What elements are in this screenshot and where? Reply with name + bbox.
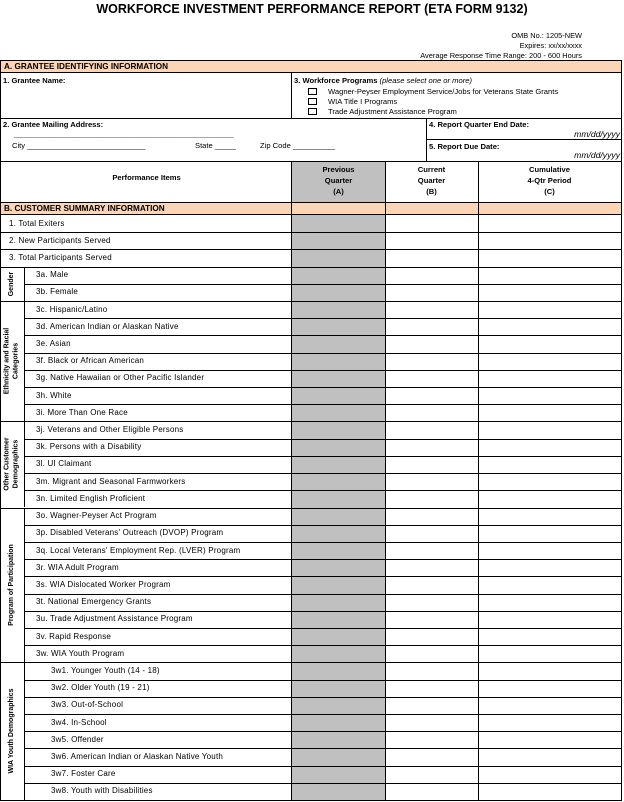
section-b-header: B. CUSTOMER SUMMARY INFORMATION <box>1 202 621 215</box>
cumulative-cell[interactable] <box>479 663 620 678</box>
due-date-field[interactable]: mm/dd/yyyy <box>574 150 620 160</box>
current-quarter-header: Current Quarter (B) <box>417 165 446 196</box>
grantee-name-label: 1. Grantee Name: <box>3 76 66 85</box>
program-checkbox-trade-adjustment[interactable] <box>308 108 317 115</box>
row-label: 3n. Limited English Proficient <box>36 494 146 503</box>
row-label: 3q. Local Veterans' Employment Rep. (LVER) Program <box>36 546 241 555</box>
row-label: 3w4. In-School <box>51 718 107 727</box>
due-date-label: 5. Report Due Date: <box>429 142 500 151</box>
row-label: 3a. Male <box>36 270 69 279</box>
row-label: 3k. Persons with a Disability <box>36 442 142 451</box>
cumulative-cell[interactable] <box>479 422 620 437</box>
current-quarter-cell[interactable] <box>386 285 477 300</box>
program-option-label: Trade Adjustment Assistance Program <box>328 107 457 116</box>
row-label: 3j. Veterans and Other Eligible Persons <box>36 425 184 434</box>
current-quarter-cell[interactable] <box>386 405 477 420</box>
cumulative-cell[interactable] <box>479 526 620 541</box>
current-quarter-cell[interactable] <box>386 388 477 403</box>
previous-quarter-header: Previous Quarter (A) <box>322 165 355 196</box>
row-label: 3l. UI Claimant <box>36 459 92 468</box>
cumulative-cell[interactable] <box>479 681 620 696</box>
row-label: 3w3. Out-of-School <box>51 700 124 709</box>
row-label: 3w2. Older Youth (19 - 21) <box>51 683 150 692</box>
row-label: 3w1. Younger Youth (14 - 18) <box>51 666 160 675</box>
current-quarter-cell[interactable] <box>386 491 477 506</box>
cumulative-cell[interactable] <box>479 629 620 644</box>
cumulative-cell[interactable] <box>479 233 620 248</box>
cumulative-cell[interactable] <box>479 784 620 799</box>
section-a-header: A. GRANTEE IDENTIFYING INFORMATION <box>1 60 621 73</box>
address-line-field[interactable]: ________________________________________________________________ <box>14 129 234 138</box>
cumulative-cell[interactable] <box>479 250 620 265</box>
cumulative-cell[interactable] <box>479 405 620 420</box>
performance-items-header: Performance Items <box>112 173 181 182</box>
cumulative-cell[interactable] <box>479 388 620 403</box>
row-label: 3w7. Foster Care <box>51 769 116 778</box>
cumulative-cell[interactable] <box>479 268 620 283</box>
cumulative-cell[interactable] <box>479 749 620 764</box>
current-quarter-cell[interactable] <box>386 250 477 265</box>
current-quarter-cell[interactable] <box>386 646 477 661</box>
omb-response-time: Average Response Time Range: 200 - 600 Hours <box>420 51 582 60</box>
row-label: 3o. Wagner-Peyser Act Program <box>36 511 157 520</box>
current-quarter-cell[interactable] <box>386 767 477 782</box>
row-label: 3p. Disabled Veterans' Outreach (DVOP) Program <box>36 528 224 537</box>
cumulative-cell[interactable] <box>479 216 620 231</box>
row-label: 2. New Participants Served <box>9 236 111 245</box>
current-quarter-cell[interactable] <box>386 698 477 713</box>
current-quarter-cell[interactable] <box>386 336 477 351</box>
row-label: 3h. White <box>36 391 72 400</box>
current-quarter-cell[interactable] <box>386 440 477 455</box>
row-label: 3g. Native Hawaiian or Other Pacific Islander <box>36 373 205 382</box>
current-quarter-cell[interactable] <box>386 474 477 489</box>
current-quarter-cell[interactable] <box>386 681 477 696</box>
group-label: Ethnicity and Racial Categories <box>3 327 19 395</box>
row-label: 3f. Black or African American <box>36 356 145 365</box>
cumulative-cell[interactable] <box>479 646 620 661</box>
cumulative-header: Cumulative 4-Qtr Period (C) <box>527 165 572 196</box>
row-label: 3w. WIA Youth Program <box>36 649 125 658</box>
cumulative-cell[interactable] <box>479 491 620 506</box>
current-quarter-cell[interactable] <box>386 302 477 317</box>
cumulative-cell[interactable] <box>479 440 620 455</box>
row-label: 3w5. Offender <box>51 735 104 744</box>
current-quarter-cell[interactable] <box>386 543 477 558</box>
row-label: 3m. Migrant and Seasonal Farmworkers <box>36 477 186 486</box>
zip-code-field[interactable]: Zip Code __________ <box>260 141 336 150</box>
current-quarter-cell[interactable] <box>386 577 477 592</box>
cumulative-cell[interactable] <box>479 302 620 317</box>
current-quarter-cell[interactable] <box>386 233 477 248</box>
group-label: Gender <box>7 271 15 297</box>
cumulative-cell[interactable] <box>479 509 620 524</box>
cumulative-cell[interactable] <box>479 319 620 334</box>
current-quarter-cell[interactable] <box>386 560 477 575</box>
cumulative-cell[interactable] <box>479 715 620 730</box>
current-quarter-cell[interactable] <box>386 354 477 369</box>
current-quarter-cell[interactable] <box>386 216 477 231</box>
cumulative-cell[interactable] <box>479 698 620 713</box>
row-label: 3u. Trade Adjustment Assistance Program <box>36 614 193 623</box>
row-label: 3w6. American Indian or Alaskan Native Youth <box>51 752 224 761</box>
current-quarter-cell[interactable] <box>386 526 477 541</box>
cumulative-cell[interactable] <box>479 336 620 351</box>
mailing-address-label: 2. Grantee Mailing Address: <box>3 120 104 129</box>
row-label: 3r. WIA Adult Program <box>36 563 119 572</box>
omb-expires: Expires: xx/xx/xxxx <box>519 41 582 50</box>
row-label: 3v. Rapid Response <box>36 632 112 641</box>
cumulative-cell[interactable] <box>479 285 620 300</box>
workforce-programs-label: 3. Workforce Programs (please select one or more) <box>294 76 472 85</box>
row-label: 3. Total Participants Served <box>9 253 112 262</box>
program-option-label: WIA Title I Programs <box>328 97 398 106</box>
cumulative-cell[interactable] <box>479 767 620 782</box>
cumulative-cell[interactable] <box>479 474 620 489</box>
current-quarter-cell[interactable] <box>386 371 477 386</box>
current-quarter-cell[interactable] <box>386 784 477 799</box>
row-label: 3d. American Indian or Alaskan Native <box>36 322 179 331</box>
current-quarter-cell[interactable] <box>386 595 477 610</box>
current-quarter-cell[interactable] <box>386 629 477 644</box>
cumulative-cell[interactable] <box>479 543 620 558</box>
omb-number: OMB No.: 1205-NEW <box>511 31 582 40</box>
cumulative-cell[interactable] <box>479 354 620 369</box>
row-label: 3e. Asian <box>36 339 71 348</box>
group-label: Other Customer Demographics <box>3 437 19 492</box>
row-label: 3b. Female <box>36 287 79 296</box>
group-label: Program of Participation <box>7 544 15 626</box>
current-quarter-cell[interactable] <box>386 268 477 283</box>
form-title: WORKFORCE INVESTMENT PERFORMANCE REPORT (ETA FORM 9132) <box>96 2 528 16</box>
current-quarter-cell[interactable] <box>386 509 477 524</box>
current-quarter-cell[interactable] <box>386 612 477 627</box>
program-option-label: Wagner-Peyser Employment Service/Jobs for Veterans State Grants <box>328 87 559 96</box>
cumulative-cell[interactable] <box>479 612 620 627</box>
row-label: 3s. WIA Dislocated Worker Program <box>36 580 171 589</box>
cumulative-cell[interactable] <box>479 560 620 575</box>
state-field[interactable]: State _____ <box>195 141 236 150</box>
group-label: WIA Youth Demographics <box>7 688 15 774</box>
current-quarter-cell[interactable] <box>386 715 477 730</box>
grantee-name-field[interactable] <box>60 76 285 114</box>
row-label: 1. Total Exiters <box>9 219 65 228</box>
current-quarter-cell[interactable] <box>386 732 477 747</box>
city-field[interactable]: City ____________________________ <box>12 141 146 150</box>
row-label: 3w8. Youth with Disabilities <box>51 786 153 795</box>
current-quarter-cell[interactable] <box>386 663 477 678</box>
current-quarter-cell[interactable] <box>386 457 477 472</box>
current-quarter-cell[interactable] <box>386 749 477 764</box>
quarter-end-date-label: 4. Report Quarter End Date: <box>429 120 530 129</box>
program-checkbox-wagner-peyser[interactable] <box>308 88 317 95</box>
row-label: 3t. National Emergency Grants <box>36 597 152 606</box>
cumulative-cell[interactable] <box>479 371 620 386</box>
current-quarter-cell[interactable] <box>386 319 477 334</box>
current-quarter-cell[interactable] <box>386 422 477 437</box>
row-label: 3c. Hispanic/Latino <box>36 305 108 314</box>
row-label: 3i. More Than One Race <box>36 408 128 417</box>
quarter-end-date-field[interactable]: mm/dd/yyyy <box>574 129 620 139</box>
cumulative-cell[interactable] <box>479 457 620 472</box>
cumulative-cell[interactable] <box>479 732 620 747</box>
cumulative-cell[interactable] <box>479 595 620 610</box>
program-checkbox-wia-title-i[interactable] <box>308 98 317 105</box>
cumulative-cell[interactable] <box>479 577 620 592</box>
